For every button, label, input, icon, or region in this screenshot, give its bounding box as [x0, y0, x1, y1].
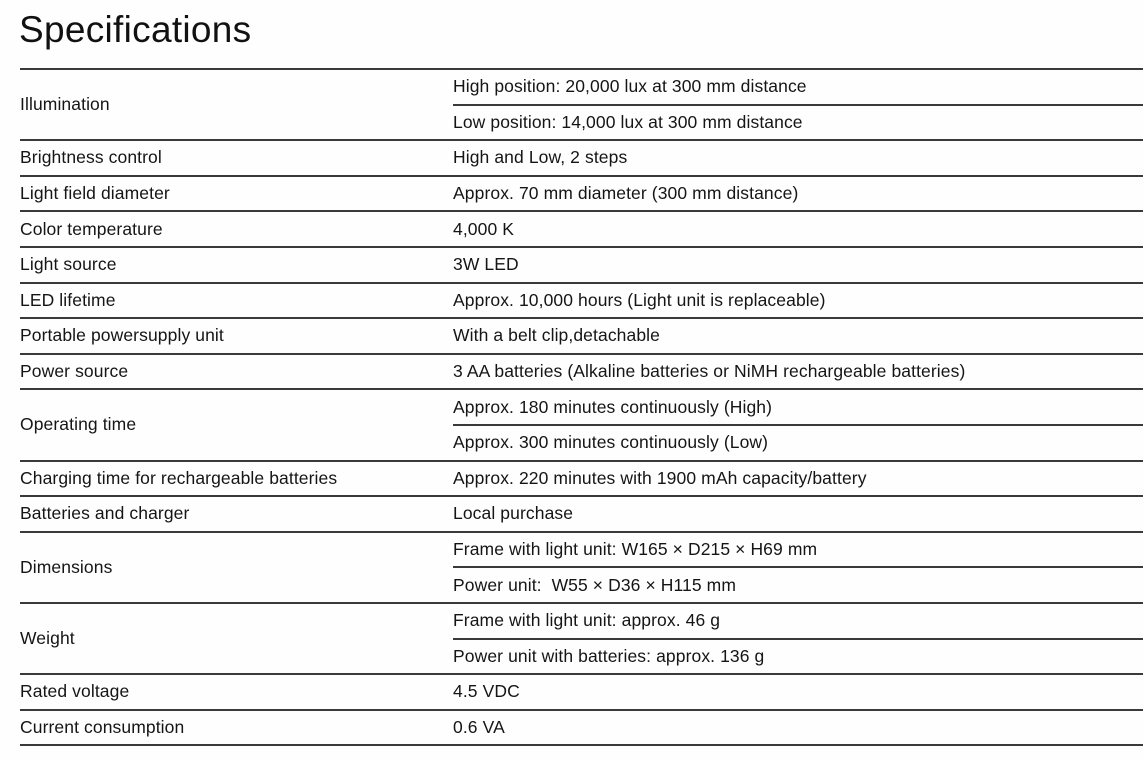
spec-label: Operating time	[20, 389, 453, 460]
spec-label: Portable powersupply unit	[20, 318, 453, 354]
spec-value: Approx. 180 minutes continuously (High)	[453, 389, 1143, 425]
spec-label: Light field diameter	[20, 176, 453, 212]
spec-value: Power unit: W55 × D36 × H115 mm	[453, 567, 1143, 603]
spec-row	[20, 496, 1143, 532]
spec-value: Frame with light unit: approx. 46 g	[453, 603, 1143, 639]
spec-value: Approx. 220 minutes with 1900 mAh capacity/battery	[453, 461, 1143, 497]
spec-row	[20, 603, 1143, 639]
spec-value: 4.5 VDC	[453, 674, 1143, 710]
spec-row	[20, 176, 1143, 212]
spec-row	[20, 318, 1143, 354]
spec-value: Approx. 70 mm diameter (300 mm distance)	[453, 176, 1143, 212]
spec-value: Approx. 300 minutes continuously (Low)	[453, 425, 1143, 461]
spec-row	[20, 247, 1143, 283]
spec-row	[20, 532, 1143, 568]
spec-row	[20, 710, 1143, 746]
spec-label: Color temperature	[20, 211, 453, 247]
spec-row	[20, 140, 1143, 176]
spec-value: Low position: 14,000 lux at 300 mm distance	[453, 105, 1143, 141]
spec-row	[20, 283, 1143, 319]
spec-label: Rated voltage	[20, 674, 453, 710]
spec-value: 4,000 K	[453, 211, 1143, 247]
spec-label: Power source	[20, 354, 453, 390]
spec-row	[20, 211, 1143, 247]
spec-row	[20, 389, 1143, 425]
spec-value: Local purchase	[453, 496, 1143, 532]
spec-value: Frame with light unit: W165 × D215 × H69 mm	[453, 532, 1143, 568]
spec-label: Brightness control	[20, 140, 453, 176]
spec-label: LED lifetime	[20, 283, 453, 319]
spec-value: Approx. 10,000 hours (Light unit is replaceable)	[453, 283, 1143, 319]
page-title: Specifications	[19, 9, 252, 50]
spec-label: Illumination	[20, 69, 453, 140]
spec-row	[20, 674, 1143, 710]
spec-label: Light source	[20, 247, 453, 283]
spec-value: 3W LED	[453, 247, 1143, 283]
spec-row	[20, 354, 1143, 390]
spec-row	[20, 461, 1143, 497]
spec-value: Power unit with batteries: approx. 136 g	[453, 639, 1143, 675]
spec-value: 3 AA batteries (Alkaline batteries or NiMH rechargeable batteries)	[453, 354, 1143, 390]
specifications-table-body	[20, 69, 1143, 745]
specifications-table	[20, 68, 1143, 746]
spec-value: 0.6 VA	[453, 710, 1143, 746]
spec-label: Charging time for rechargeable batteries	[20, 461, 453, 497]
spec-value: With a belt clip,detachable	[453, 318, 1143, 354]
spec-label: Current consumption	[20, 710, 453, 746]
spec-value: High and Low, 2 steps	[453, 140, 1143, 176]
spec-label: Batteries and charger	[20, 496, 453, 532]
spec-label: Weight	[20, 603, 453, 674]
spec-value: High position: 20,000 lux at 300 mm distance	[453, 69, 1143, 105]
spec-row	[20, 69, 1143, 105]
spec-label: Dimensions	[20, 532, 453, 603]
